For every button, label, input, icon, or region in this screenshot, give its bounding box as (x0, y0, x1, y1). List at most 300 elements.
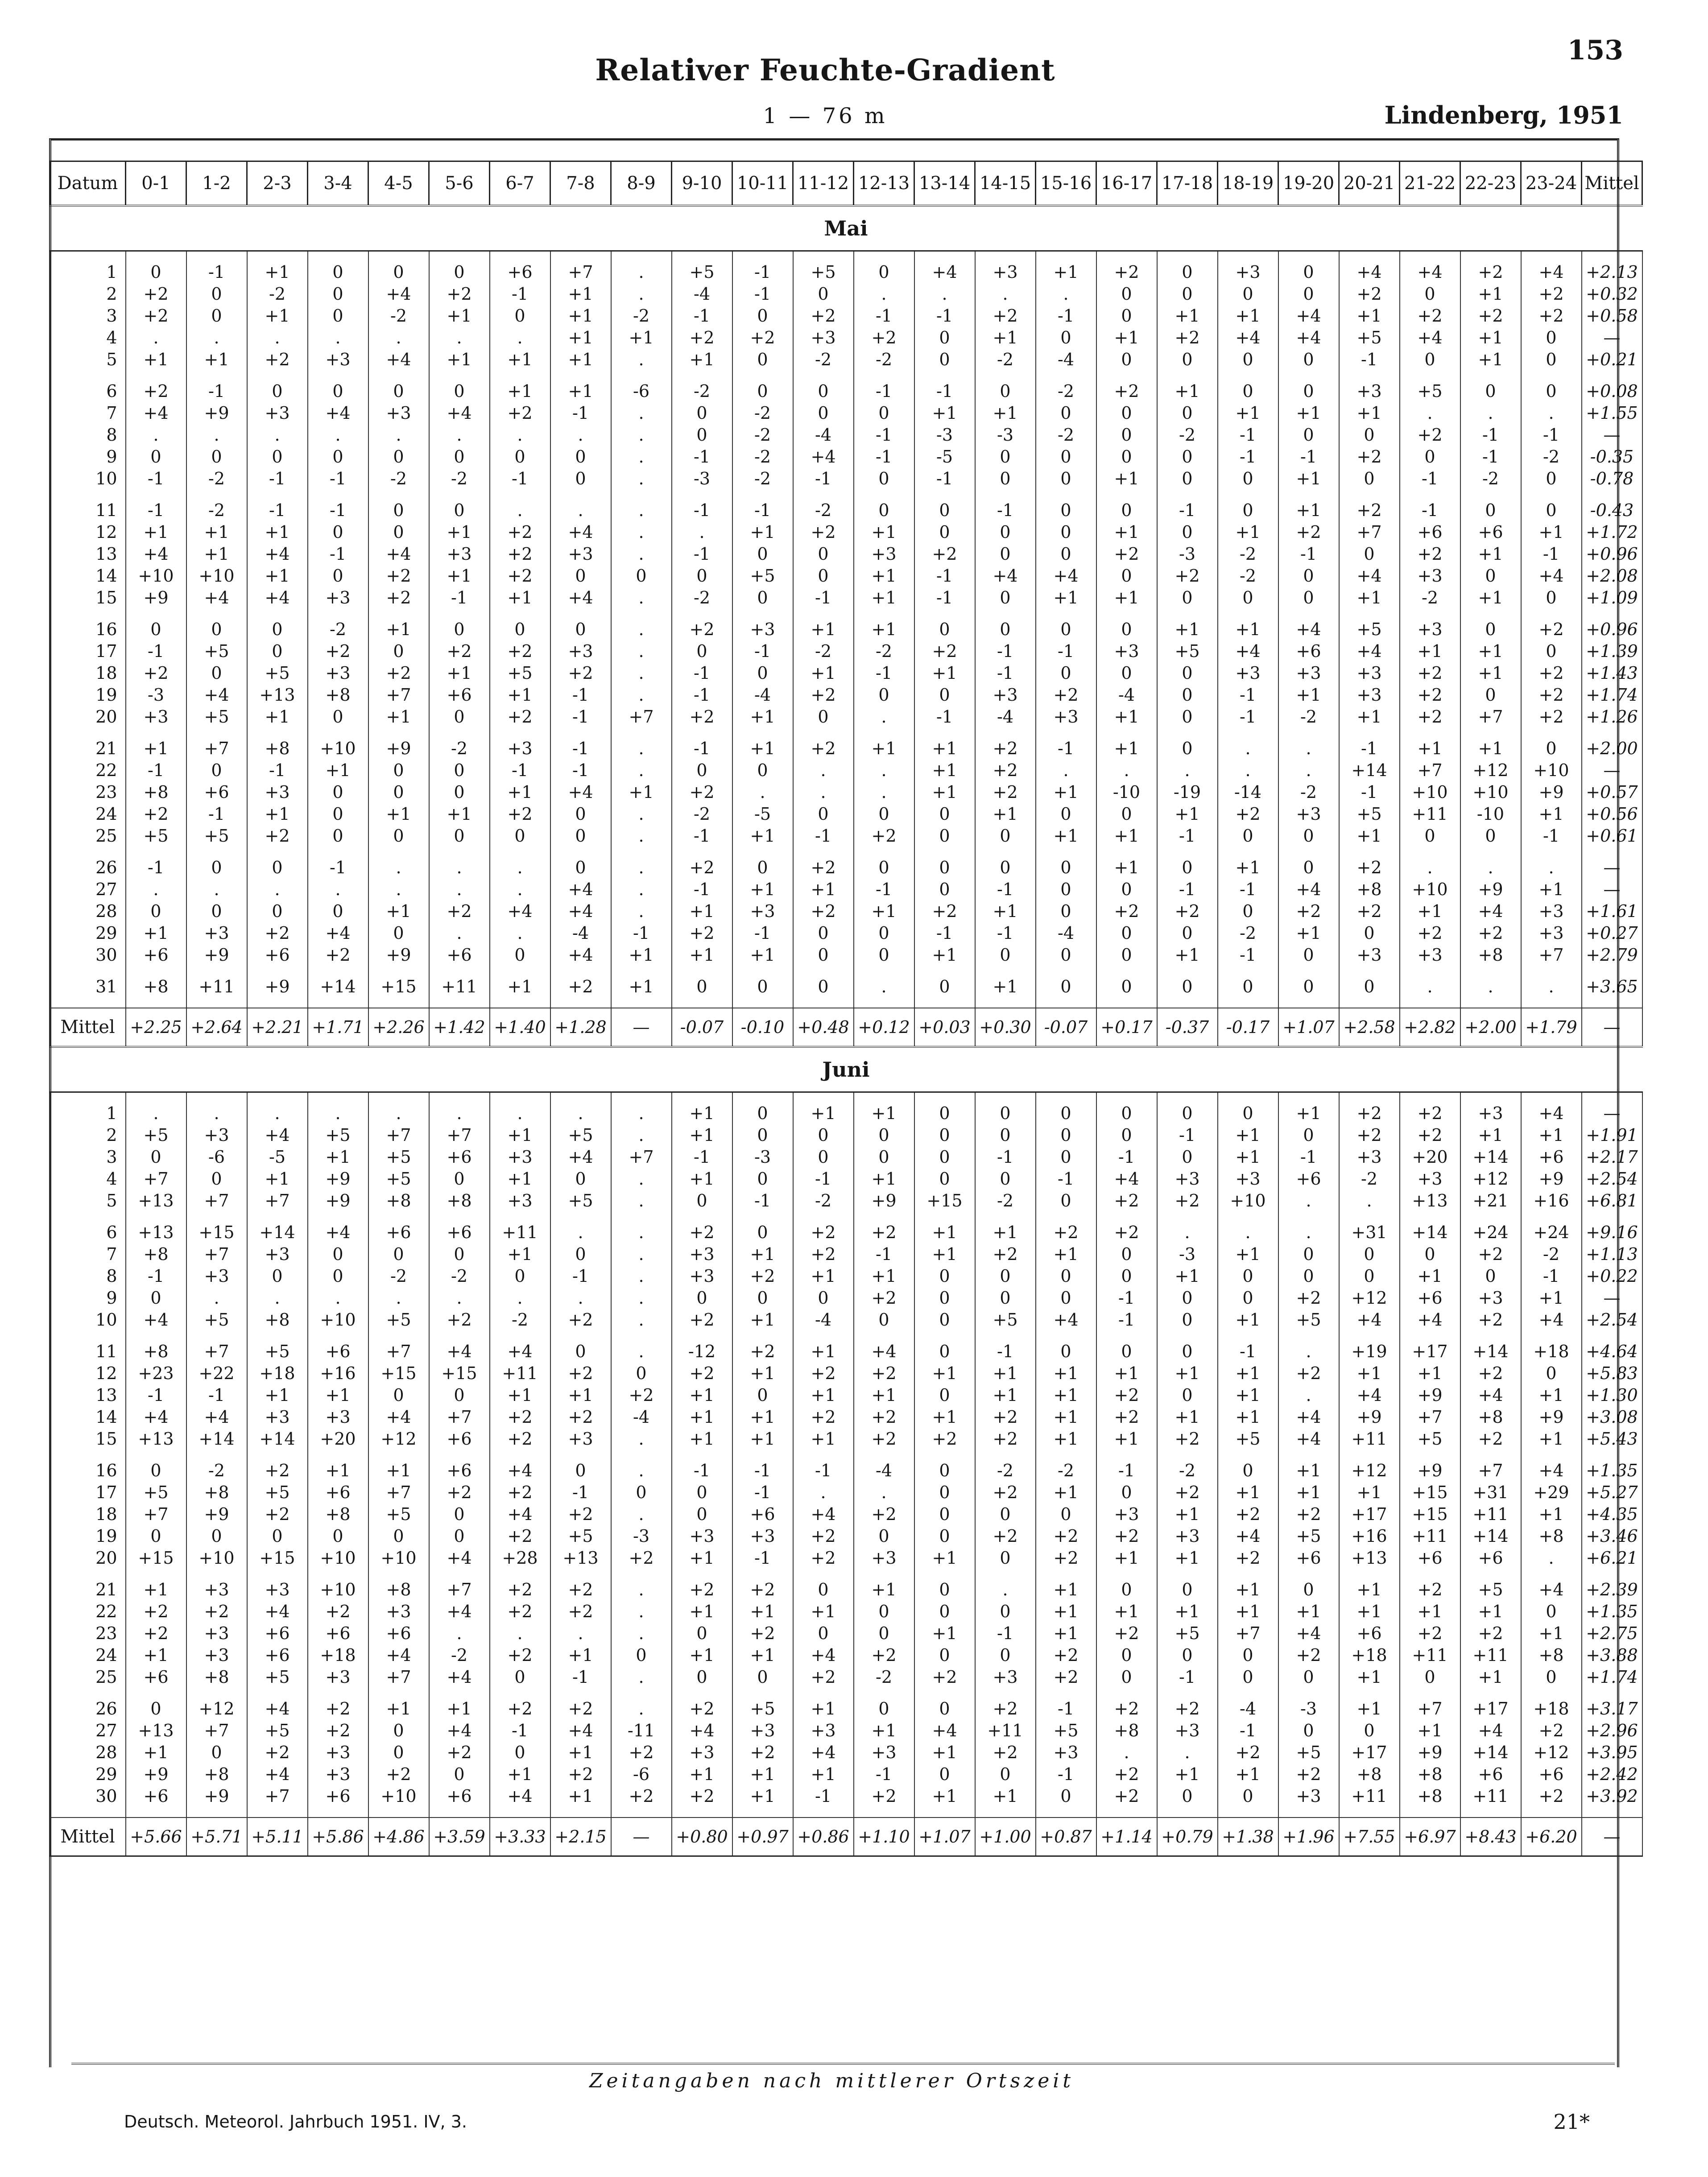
value-cell: +5 (1157, 1623, 1218, 1644)
value-cell: -1 (975, 879, 1036, 901)
value-cell: +1 (914, 662, 975, 684)
value-cell: +1 (1036, 587, 1096, 609)
value-cell: +9 (247, 976, 308, 998)
value-cell: +4 (1278, 619, 1339, 640)
value-cell: +6 (308, 1482, 368, 1504)
value-cell: 0 (1096, 1482, 1157, 1504)
value-cell: +2 (1460, 1363, 1521, 1384)
value-cell: 0 (672, 1504, 732, 1525)
value-cell: 0 (550, 857, 611, 879)
value-cell: . (186, 327, 247, 349)
value-cell: 0 (672, 565, 732, 587)
value-cell: +1 (550, 305, 611, 327)
date-cell: 29 (50, 1764, 126, 1785)
value-cell: +7 (126, 1504, 186, 1525)
mean-cell: +1.96 (1278, 1818, 1339, 1856)
value-cell: +2 (247, 1504, 308, 1525)
value-cell: +6 (1278, 640, 1339, 662)
value-cell: . (490, 922, 550, 944)
value-cell: 0 (1521, 1666, 1582, 1688)
value-cell: +3 (490, 1190, 550, 1212)
value-cell: 0 (1278, 283, 1339, 305)
value-cell: +1 (1521, 1504, 1582, 1525)
value-cell: +2 (1278, 1287, 1339, 1309)
value-cell: +1 (1157, 305, 1218, 327)
value-cell: +6 (429, 1146, 490, 1168)
value-cell: 0 (368, 760, 429, 781)
value-cell: +29 (1521, 1482, 1582, 1504)
value-cell: 0 (975, 1265, 1036, 1287)
value-cell: . (611, 901, 672, 922)
value-cell: +2 (1096, 380, 1157, 402)
value-cell: . (611, 662, 672, 684)
value-cell: +8 (1460, 1406, 1521, 1428)
value-cell: 0 (1036, 521, 1096, 543)
value-cell: +3 (490, 1146, 550, 1168)
value-cell: +4 (1278, 1428, 1339, 1450)
value-cell: -1 (490, 760, 550, 781)
value-cell: +5 (1036, 1720, 1096, 1742)
table-row (50, 1287, 1642, 1309)
value-cell: 0 (1157, 1579, 1218, 1601)
value-cell: . (611, 1623, 672, 1644)
value-cell: 0 (793, 1287, 854, 1309)
value-cell: 0 (914, 1341, 975, 1363)
value-cell: +1 (854, 521, 914, 543)
value-cell: 0 (126, 1698, 186, 1720)
value-cell: +2 (1400, 1124, 1460, 1146)
value-cell: -1 (1218, 424, 1278, 446)
value-cell: +4 (1339, 565, 1400, 587)
date-cell: 31 (50, 976, 126, 998)
value-cell: 0 (914, 1579, 975, 1601)
value-cell: +6 (429, 1428, 490, 1450)
value-cell: +1 (732, 1428, 793, 1450)
value-cell: +1 (1096, 587, 1157, 609)
value-cell: +1.30 (1582, 1384, 1642, 1406)
value-cell: +2 (1096, 543, 1157, 565)
value-cell: +1.09 (1582, 587, 1642, 609)
value-cell: 0 (611, 1363, 672, 1384)
table-row (50, 781, 1642, 803)
value-cell: -1 (854, 662, 914, 684)
value-cell: +1 (854, 619, 914, 640)
value-cell: +6 (308, 1623, 368, 1644)
value-cell: . (186, 1287, 247, 1309)
value-cell: +2 (1218, 1547, 1278, 1569)
column-header: 3-4 (308, 161, 368, 206)
value-cell: 0 (550, 1460, 611, 1482)
value-cell: . (490, 327, 550, 349)
value-cell: 0 (1218, 1103, 1278, 1124)
value-cell: +2 (793, 1222, 854, 1243)
value-cell: +1 (1157, 1764, 1218, 1785)
value-cell: +3 (1339, 944, 1400, 966)
value-cell: +17 (1460, 1698, 1521, 1720)
value-cell: 0 (732, 1124, 793, 1146)
value-cell: +1 (1521, 1623, 1582, 1644)
value-cell: +1 (1096, 327, 1157, 349)
value-cell: +7 (368, 684, 429, 706)
value-cell: +2 (1521, 1785, 1582, 1807)
value-cell: +10 (308, 738, 368, 760)
value-cell: +1 (1400, 901, 1460, 922)
value-cell: 0 (490, 944, 550, 966)
value-cell: +1 (793, 1265, 854, 1287)
value-cell: +3 (550, 1428, 611, 1450)
value-cell: +1 (975, 976, 1036, 998)
value-cell: +2 (1096, 1785, 1157, 1807)
value-cell: +4 (672, 1720, 732, 1742)
value-cell: +3 (368, 1601, 429, 1623)
value-cell: -1 (1036, 1764, 1096, 1785)
value-cell: +13 (126, 1190, 186, 1212)
spacer-row (50, 1569, 1642, 1579)
value-cell: +4 (429, 1601, 490, 1623)
value-cell: +1 (1339, 706, 1400, 728)
value-cell: +2 (732, 327, 793, 349)
value-cell: 0 (368, 1525, 429, 1547)
table-row (50, 1341, 1642, 1363)
value-cell: +0.58 (1582, 305, 1642, 327)
value-cell: +11 (429, 976, 490, 998)
value-cell: 0 (793, 543, 854, 565)
value-cell: +1 (429, 1698, 490, 1720)
value-cell: +4 (308, 402, 368, 424)
value-cell: +13 (1339, 1547, 1400, 1569)
value-cell: 0 (793, 283, 854, 305)
value-cell: +1 (1157, 803, 1218, 825)
value-cell: 0 (186, 901, 247, 922)
value-cell: +1 (1339, 587, 1400, 609)
value-cell: +2 (914, 1666, 975, 1688)
value-cell: . (1157, 760, 1218, 781)
date-cell: 13 (50, 543, 126, 565)
value-cell: -2 (1036, 1460, 1096, 1482)
value-cell: +18 (247, 1363, 308, 1384)
value-cell: +1 (672, 901, 732, 922)
value-cell: +1 (186, 521, 247, 543)
value-cell: +1 (1339, 1666, 1400, 1688)
value-cell: -3 (914, 424, 975, 446)
value-cell: +1 (975, 402, 1036, 424)
value-cell: -5 (732, 803, 793, 825)
column-header: 21-22 (1400, 161, 1460, 206)
value-cell: +1 (1278, 1601, 1339, 1623)
value-cell: +0.96 (1582, 619, 1642, 640)
value-cell: -1 (490, 283, 550, 305)
value-cell: -1 (732, 1547, 793, 1569)
value-cell: +9 (1521, 781, 1582, 803)
value-cell: +2 (1400, 305, 1460, 327)
value-cell: . (611, 1222, 672, 1243)
value-cell: — (1582, 857, 1642, 879)
value-cell: +3 (672, 1243, 732, 1265)
value-cell: +13 (126, 1720, 186, 1742)
value-cell: 0 (1339, 1243, 1400, 1265)
value-cell: +2 (793, 901, 854, 922)
value-cell: +1 (854, 738, 914, 760)
value-cell: +2 (490, 1601, 550, 1623)
value-cell: +4 (975, 565, 1036, 587)
value-cell: +4 (490, 1785, 550, 1807)
value-cell: . (1036, 760, 1096, 781)
table-row (50, 1720, 1642, 1742)
table-row (50, 803, 1642, 825)
mean-cell: — (1582, 1008, 1642, 1047)
station-label: Lindenberg, 1951 (1384, 101, 1623, 129)
date-cell: 21 (50, 738, 126, 760)
value-cell: +4 (247, 1124, 308, 1146)
value-cell: 0 (732, 1222, 793, 1243)
value-cell: +1 (368, 619, 429, 640)
value-cell: +11 (1400, 803, 1460, 825)
value-cell: 0 (793, 1579, 854, 1601)
value-cell: 0 (550, 1341, 611, 1363)
value-cell: +1 (914, 1222, 975, 1243)
value-cell: +1 (368, 1460, 429, 1482)
value-cell: 0 (672, 1190, 732, 1212)
value-cell: +4 (793, 1644, 854, 1666)
value-cell: 0 (914, 1698, 975, 1720)
table-row (50, 1579, 1642, 1601)
date-cell: 5 (50, 1190, 126, 1212)
value-cell: 0 (1096, 1243, 1157, 1265)
value-cell: +0.61 (1582, 825, 1642, 847)
mean-cell: +1.07 (914, 1818, 975, 1856)
value-cell: +1 (1278, 500, 1339, 521)
value-cell: +1 (914, 402, 975, 424)
value-cell: 0 (793, 1623, 854, 1644)
value-cell: +2 (732, 1623, 793, 1644)
value-cell: 0 (1157, 402, 1218, 424)
value-cell: +14 (1460, 1146, 1521, 1168)
value-cell: 0 (1278, 565, 1339, 587)
value-cell: -2 (1157, 1460, 1218, 1482)
value-cell: 0 (1278, 1243, 1339, 1265)
value-cell: +3 (1339, 684, 1400, 706)
value-cell: -2 (732, 424, 793, 446)
value-cell: +1 (1096, 857, 1157, 879)
value-cell: 0 (732, 1666, 793, 1688)
value-cell: +2 (247, 825, 308, 847)
value-cell: . (1278, 760, 1339, 781)
value-cell: +3.17 (1582, 1698, 1642, 1720)
value-cell: +3 (186, 1644, 247, 1666)
value-cell: +4 (550, 521, 611, 543)
value-cell: -2 (975, 1460, 1036, 1482)
value-cell: +6 (429, 1222, 490, 1243)
value-cell: +4 (550, 1720, 611, 1742)
value-cell: +3 (1521, 901, 1582, 922)
column-header: 22-23 (1460, 161, 1521, 206)
value-cell: 0 (975, 944, 1036, 966)
value-cell: +6 (368, 1623, 429, 1644)
value-cell: +7 (368, 1124, 429, 1146)
value-cell: 0 (1096, 283, 1157, 305)
value-cell: -1 (854, 879, 914, 901)
value-cell: +11 (490, 1363, 550, 1384)
value-cell: -1 (975, 1341, 1036, 1363)
value-cell: . (611, 521, 672, 543)
value-cell: +7 (1400, 1406, 1460, 1428)
value-cell: +20 (308, 1428, 368, 1450)
value-cell: 0 (1157, 738, 1218, 760)
table-row (50, 1103, 1642, 1124)
value-cell: 0 (1096, 879, 1157, 901)
table-row (50, 1124, 1642, 1146)
value-cell: +3 (247, 781, 308, 803)
value-cell: +5 (368, 1146, 429, 1168)
value-cell: +3 (186, 1124, 247, 1146)
value-cell: -1 (732, 922, 793, 944)
mean-cell: +4.86 (368, 1818, 429, 1856)
value-cell: +4 (1339, 261, 1400, 283)
value-cell: +1 (975, 803, 1036, 825)
value-cell: +4 (490, 1460, 550, 1482)
value-cell: +4 (490, 901, 550, 922)
value-cell: 0 (975, 1504, 1036, 1525)
value-cell: 0 (550, 565, 611, 587)
date-cell: 18 (50, 662, 126, 684)
value-cell: 0 (1278, 857, 1339, 879)
table-row (50, 879, 1642, 901)
value-cell: 0 (1096, 424, 1157, 446)
value-cell: +7 (186, 1190, 247, 1212)
value-cell: +13 (247, 684, 308, 706)
value-cell: +11 (490, 1222, 550, 1243)
value-cell: 0 (914, 879, 975, 901)
value-cell: -1 (611, 922, 672, 944)
value-cell: -1 (1157, 500, 1218, 521)
value-cell: . (1096, 1742, 1157, 1764)
value-cell: +2 (1400, 543, 1460, 565)
value-cell: +10 (368, 1785, 429, 1807)
value-cell: 0 (186, 760, 247, 781)
date-cell: 16 (50, 619, 126, 640)
value-cell: . (611, 1243, 672, 1265)
value-cell: -1 (550, 1666, 611, 1688)
value-cell: +1 (793, 879, 854, 901)
value-cell: +2 (490, 1644, 550, 1666)
value-cell: 0 (854, 944, 914, 966)
value-cell: 0 (550, 1168, 611, 1190)
value-cell: +1 (247, 521, 308, 543)
value-cell: +5 (368, 1504, 429, 1525)
value-cell: +3 (854, 1742, 914, 1764)
value-cell: +9 (368, 738, 429, 760)
value-cell: 0 (1096, 1341, 1157, 1363)
value-cell: +8 (1400, 1785, 1460, 1807)
value-cell: +8 (126, 976, 186, 998)
value-cell: 0 (368, 380, 429, 402)
value-cell: +1 (672, 1547, 732, 1569)
value-cell: +1 (854, 1168, 914, 1190)
value-cell: . (611, 1124, 672, 1146)
value-cell: +1 (1218, 1384, 1278, 1406)
value-cell: +18 (1521, 1341, 1582, 1363)
value-cell: +7 (368, 1482, 429, 1504)
value-cell: 0 (1096, 976, 1157, 998)
value-cell: . (611, 1666, 672, 1688)
value-cell: -1 (550, 684, 611, 706)
value-cell: +3 (1036, 706, 1096, 728)
value-cell: +4 (429, 1547, 490, 1569)
value-cell: +1 (490, 684, 550, 706)
value-cell: +1 (793, 1764, 854, 1785)
value-cell: . (611, 500, 672, 521)
value-cell: 0 (793, 1124, 854, 1146)
value-cell: +2 (672, 1363, 732, 1384)
date-cell: 4 (50, 327, 126, 349)
value-cell: -2 (854, 1666, 914, 1688)
value-cell: 0 (1278, 1265, 1339, 1287)
value-cell: 0 (308, 261, 368, 283)
value-cell: 0 (1096, 944, 1157, 966)
value-cell: +1 (1278, 468, 1339, 490)
table-body (50, 206, 1642, 1856)
mean-cell: +1.71 (308, 1008, 368, 1047)
value-cell: 0 (247, 857, 308, 879)
value-cell: -1 (975, 1146, 1036, 1168)
value-cell: +5 (1157, 640, 1218, 662)
value-cell: +4 (490, 1504, 550, 1525)
value-cell: +4 (247, 1698, 308, 1720)
value-cell: 0 (1339, 922, 1400, 944)
value-cell: +1 (854, 587, 914, 609)
value-cell: 0 (429, 446, 490, 468)
value-cell: +2.75 (1582, 1623, 1642, 1644)
value-cell: +9 (1521, 1406, 1582, 1428)
value-cell: 0 (1036, 1341, 1096, 1363)
value-cell: +3 (1096, 640, 1157, 662)
value-cell: +2 (793, 521, 854, 543)
table-row (50, 857, 1642, 879)
value-cell: +1 (368, 706, 429, 728)
value-cell: +8 (126, 1341, 186, 1363)
value-cell: +2 (1036, 1644, 1096, 1666)
value-cell: +4 (793, 1504, 854, 1525)
value-cell: +4 (1460, 1384, 1521, 1406)
value-cell: . (611, 640, 672, 662)
value-cell: +2 (429, 1309, 490, 1331)
table-row (50, 1666, 1642, 1688)
value-cell: +2 (1339, 857, 1400, 879)
value-cell: -4 (611, 1406, 672, 1428)
value-cell: +9 (186, 402, 247, 424)
value-cell: +5 (490, 662, 550, 684)
value-cell: +1 (368, 901, 429, 922)
value-cell: +5 (186, 640, 247, 662)
value-cell: 0 (1521, 640, 1582, 662)
value-cell: . (490, 879, 550, 901)
date-cell: 1 (50, 261, 126, 283)
value-cell: +6 (308, 1785, 368, 1807)
value-cell: +1 (914, 1547, 975, 1569)
value-cell: +2 (793, 305, 854, 327)
value-cell: +13 (126, 1222, 186, 1243)
value-cell: +1 (1036, 825, 1096, 847)
value-cell: . (1521, 976, 1582, 998)
value-cell: +2 (793, 1547, 854, 1569)
value-cell: 0 (1400, 283, 1460, 305)
value-cell: +1 (308, 760, 368, 781)
value-cell: +9 (1521, 1168, 1582, 1190)
value-cell: 0 (672, 402, 732, 424)
value-cell: +2 (611, 1547, 672, 1569)
value-cell: +31 (1339, 1222, 1400, 1243)
value-cell: +2 (793, 684, 854, 706)
